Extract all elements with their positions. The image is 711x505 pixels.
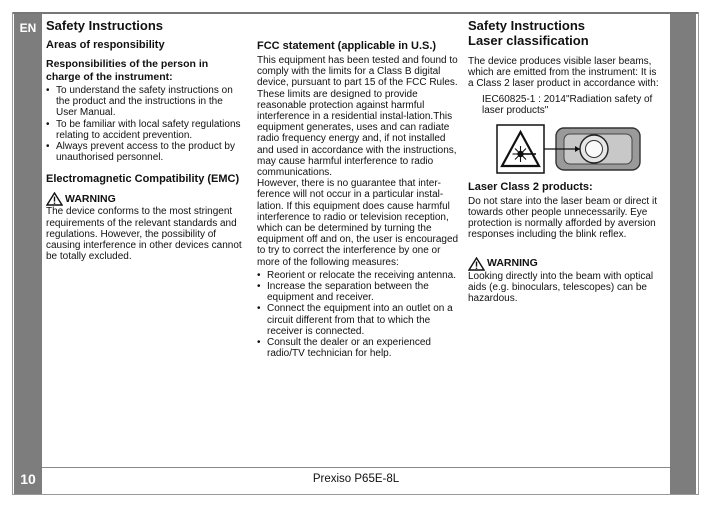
- fcc-text-continued: However, there is no guarantee that inter-ference will not occur in a particular instal-lation. If this equipment does cause harmful interference to radio or television reception, which can be determined by turning the equipment off and on, the user is encouraged to try to correct the interference by one or more of the following measures:: [257, 178, 459, 268]
- areas-heading: Areas of responsibility: [46, 39, 165, 51]
- footer-product-name: Prexiso P65E-8L: [312, 473, 400, 485]
- language-tab: EN: [19, 21, 37, 35]
- warning-label: WARNING: [65, 192, 116, 205]
- section-title: Safety Instructions: [46, 18, 164, 33]
- laser-warning: [468, 257, 664, 271]
- page-frame-left: [12, 12, 13, 495]
- laser-class2-text: Do not stare into the laser beam or direct it towards other people unnecessarily. Eye protection is normally afforded by aversion responses including the blink reflex.: [468, 195, 657, 241]
- page-frame-top: [12, 12, 699, 14]
- column-responsibility: [46, 18, 242, 262]
- emc-text: The device conforms to the most stringent requirements of the relevant standards and regulations. However, the possibility of causing interference in other devices cannot be totally excluded.: [46, 206, 242, 263]
- laser-standard: IEC60825-1 : 2014"Radiation safety of laser products": [482, 93, 653, 116]
- list-item: • Reorient or relocate the receiving antenna.: [257, 270, 462, 281]
- laser-warning-text: Looking directly into the beam with optical aids (e.g. binoculars, telescopes) can be hazardous.: [468, 270, 654, 304]
- emc-warning: [46, 192, 242, 206]
- page-frame-right: [698, 12, 699, 495]
- responsibilities-heading: Responsibilities of the person in charge of the instrument:: [46, 58, 209, 83]
- left-side-bar: [14, 14, 42, 494]
- list-item: • To understand the safety instructions on the product and the instructions in the User Manual.: [46, 85, 242, 119]
- footer-rule: [42, 467, 670, 468]
- emc-heading: Electromagnetic Compatibility (EMC): [46, 173, 240, 186]
- column-fcc: [257, 40, 462, 359]
- page-number: 10: [20, 471, 36, 487]
- column-laser: [468, 18, 664, 304]
- laser-intro: The device produces visible laser beams, which are emitted from the instrument: It is a Class 2 laser product in accordance with:: [468, 56, 659, 90]
- page-frame-bottom: [12, 494, 699, 495]
- list-item: • To be familiar with local safety regulations relating to accident prevention.: [46, 119, 242, 141]
- laser-title-line2: Laser classification: [468, 33, 589, 48]
- right-side-bar: [670, 14, 696, 494]
- list-item: • Connect the equipment into an outlet on a circuit different from that to which the receiver is connected.: [257, 303, 462, 337]
- list-item: • Always prevent access to the product by unauthorised personnel.: [46, 141, 242, 163]
- fcc-heading: FCC statement (applicable in U.S.): [257, 40, 437, 52]
- list-item: • Consult the dealer or an experienced radio/TV technician for help.: [257, 337, 462, 359]
- laser-class2-heading: Laser Class 2 products:: [468, 181, 593, 194]
- warning-label: WARNING: [487, 256, 538, 269]
- responsibilities-list: [46, 85, 242, 163]
- warning-triangle-icon: [468, 257, 485, 271]
- fcc-measures-list: [257, 270, 462, 360]
- warning-triangle-icon: [46, 192, 63, 206]
- laser-title-line1: Safety Instructions: [468, 18, 586, 33]
- fcc-text: This equipment has been tested and found to comply with the limits for a Class B digital device, pursuant to part 15 of the FCC Rules. These limits are designed to provide reasonable protection against harmful interference in a residential instal-lation.This equipment generates, uses and can radiate radio frequency energy and, if not installed and used in accordance with the instructions, may cause harmful interference to radio communications.: [257, 55, 458, 179]
- laser-section-title: [468, 18, 664, 48]
- list-item: • Increase the separation between the equipment and receiver.: [257, 281, 462, 303]
- laser-label-illustration: [496, 124, 643, 174]
